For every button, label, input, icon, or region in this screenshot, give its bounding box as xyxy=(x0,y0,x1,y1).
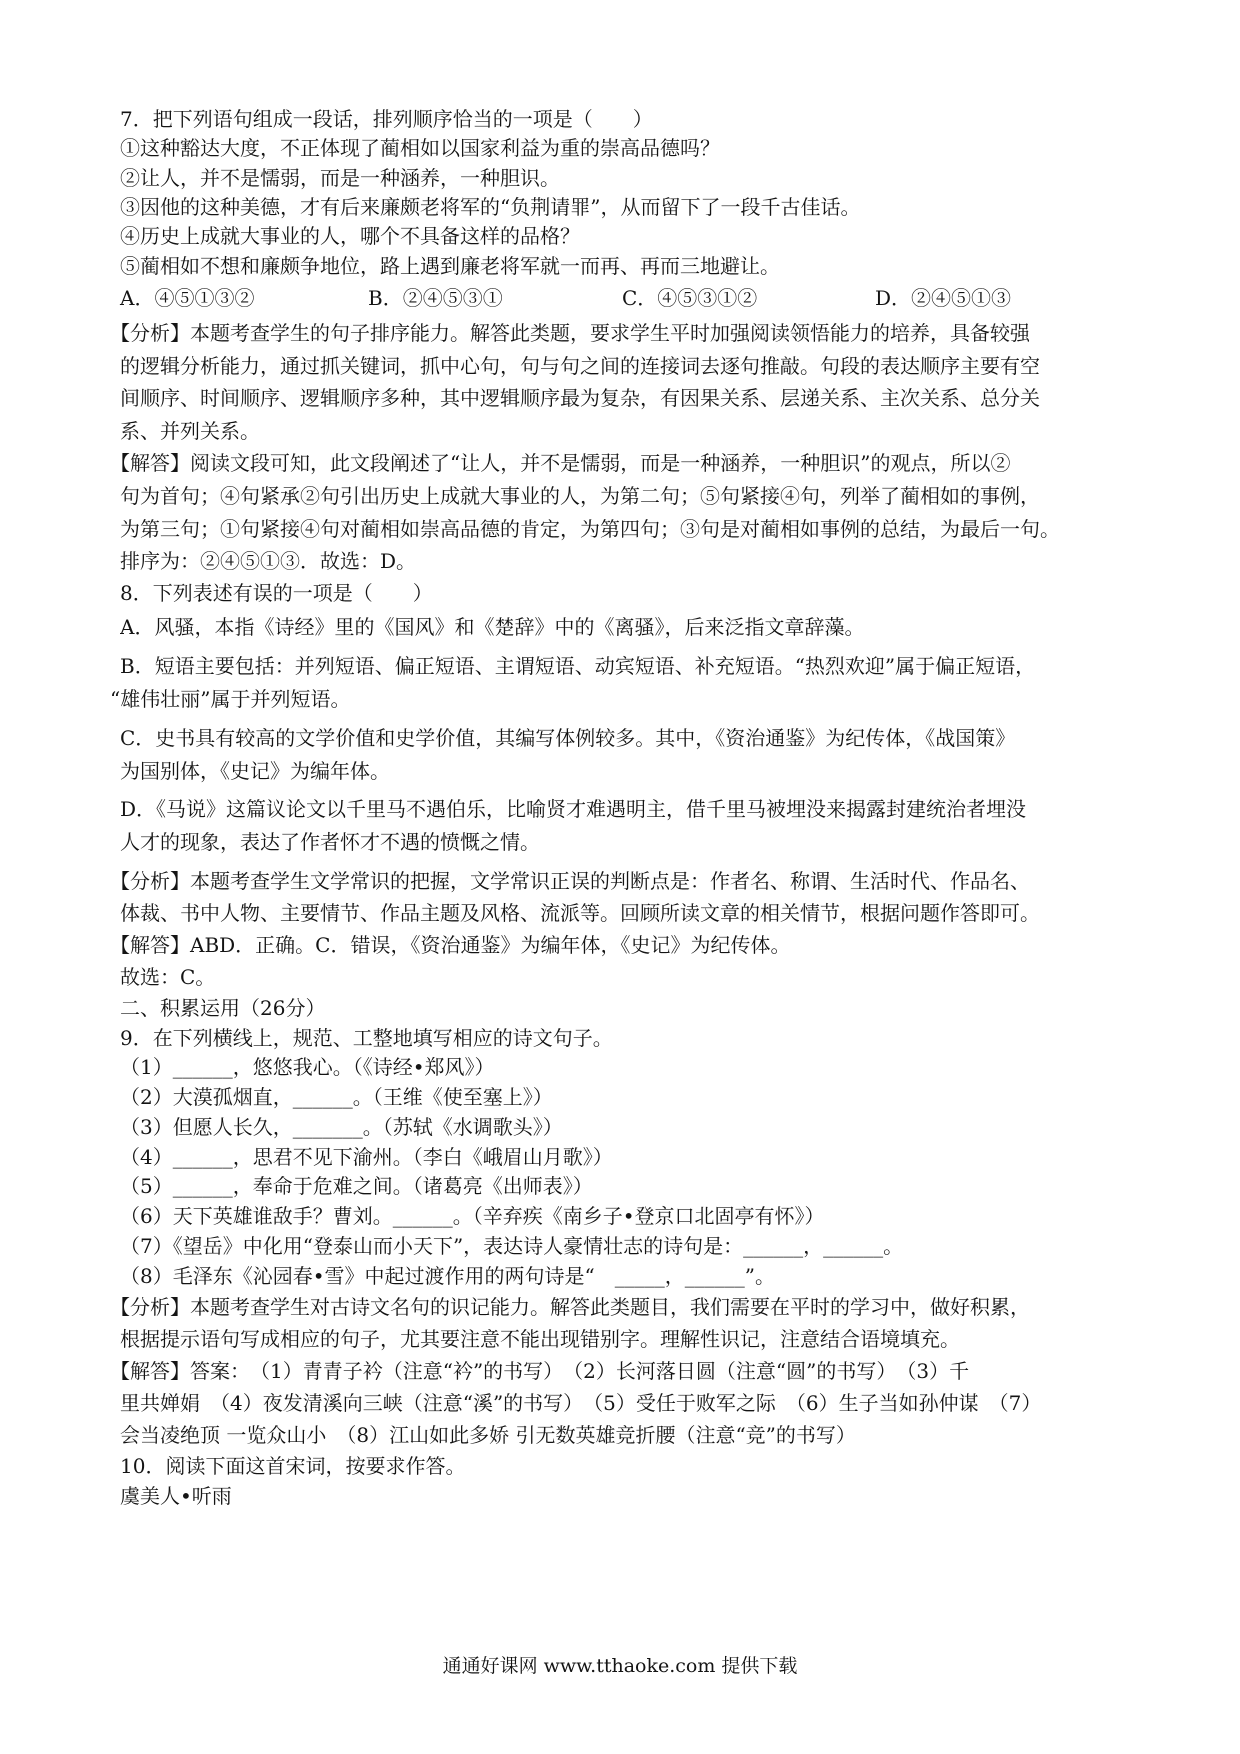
q7-sentence-4: ④历史上成就大事业的人，哪个不具备这样的品格？ xyxy=(120,224,580,248)
q9-item-6: （6）天下英雄谁敌手？曹刘。______。（辛弃疾《南乡子•登京口北固亭有怀》） xyxy=(120,1204,825,1228)
q7-option-c: C．④⑤③①② xyxy=(622,286,758,310)
q9-item-4: （4）______，思君不见下渝州。（李白《峨眉山月歌》） xyxy=(120,1145,613,1169)
q7-analysis-4: 系、并列关系。 xyxy=(120,419,260,443)
q9-analysis-1: 【分析】本题考查学生对古诗文名句的识记能力。解答此类题目，我们需要在平时的学习中，做好积累， xyxy=(110,1295,1030,1319)
q8-analysis-1: 【分析】本题考查学生文学常识的把握，文学常识正误的判断点是：作者名、称谓、生活时代、作品名、 xyxy=(110,869,1030,893)
page-footer: 通通好课网 www.tthaoke.com 提供下载 xyxy=(442,1655,798,1677)
q8-option-a: A．风骚，本指《诗经》里的《国风》和《楚辞》中的《离骚》，后来泛指文章辞藻。 xyxy=(120,615,865,639)
q7-sentence-1: ①这种豁达大度，不正体现了蔺相如以国家利益为重的崇高品德吗？ xyxy=(120,136,720,160)
q7-option-a: A．④⑤①③② xyxy=(120,286,255,310)
q10-poem-title: 虞美人•听雨 xyxy=(120,1484,232,1508)
q8-analysis-2: 体裁、书中人物、主要情节、作品主题及风格、流派等。回顾所读文章的相关情节，根据问题作答即可。 xyxy=(120,901,1040,925)
q9-answer-2: 里共婵娟 （4）夜发清溪向三峡（注意“溪”的书写） （5）受任于败军之际 （6）生子当如孙仲谋 （7） xyxy=(120,1391,1042,1415)
q7-analysis-3: 间顺序、时间顺序、逻辑顺序多种，其中逻辑顺序最为复杂，有因果关系、层递关系、主次关系、总分关 xyxy=(120,386,1040,410)
q8-stem: 8．下列表述有误的一项是（ ） xyxy=(120,581,433,605)
q8-answer-1: 【解答】ABD．正确。C．错误，《资治通鉴》为编年体，《史记》为纪传体。 xyxy=(110,933,791,957)
q9-item-2: （2）大漠孤烟直，______。（王维《使至塞上》） xyxy=(120,1085,553,1109)
q7-analysis-1: 【分析】本题考查学生的句子排序能力。解答此类题，要求学生平时加强阅读领悟能力的培养，具备较强 xyxy=(110,321,1030,345)
q9-item-8: （8）毛泽东《沁园春•雪》中起过渡作用的两句诗是“ _____，______”。 xyxy=(120,1264,775,1288)
q8-option-d-1: D．《马说》这篇议论文以千里马不遇伯乐，比喻贤才难遇明主，借千里马被埋没来揭露封建统治者埋没 xyxy=(120,797,1027,821)
q7-options xyxy=(120,283,1132,313)
q9-stem: 9．在下列横线上，规范、工整地填写相应的诗文句子。 xyxy=(120,1026,613,1050)
q8-option-d-2: 人才的现象，表达了作者怀才不遇的愤慨之情。 xyxy=(120,830,540,854)
q9-answer-1: 【解答】答案： （1）青青子衿（注意“衿”的书写） （2）长河落日圆（注意“圆”的书写） （3）千 xyxy=(110,1359,970,1383)
q7-answer-4: 排序为：②④⑤①③．故选：D。 xyxy=(120,549,417,573)
section-heading: 二、积累运用（26分） xyxy=(120,996,326,1020)
q7-answer-2: 句为首句；④句紧承②句引出历史上成就大事业的人，为第二句；⑤句紧接④句，列举了蔺相如的事例， xyxy=(120,484,1040,508)
q7-answer-3: 为第三句；①句紧接④句对蔺相如崇高品德的肯定，为第四句；③句是对蔺相如事例的总结，为最后一句。 xyxy=(120,517,1060,541)
q8-option-c-2: 为国别体，《史记》为编年体。 xyxy=(120,759,390,783)
q9-item-1: （1）______，悠悠我心。（《诗经•郑风》） xyxy=(120,1055,495,1079)
q7-sentence-2: ②让人，并不是懦弱，而是一种涵养，一种胆识。 xyxy=(120,166,560,190)
q7-answer-1: 【解答】阅读文段可知，此文段阐述了“让人，并不是懦弱，而是一种涵养，一种胆识”的观点，所以② xyxy=(110,451,1011,475)
q8-option-b-2: “雄伟壮丽”属于并列短语。 xyxy=(110,687,351,711)
q10-stem: 10．阅读下面这首宋词，按要求作答。 xyxy=(120,1454,466,1478)
q8-option-b-1: B．短语主要包括：并列短语、偏正短语、主谓短语、动宾短语、补充短语。“热烈欢迎”属于偏正短语， xyxy=(120,654,1036,678)
q7-option-d: D．②④⑤①③ xyxy=(875,286,1012,310)
q7-sentence-5: ⑤蔺相如不想和廉颇争地位，路上遇到廉老将军就一而再、再而三地避让。 xyxy=(120,254,780,278)
q9-item-5: （5）______，奉命于危难之间。（诸葛亮《出师表》） xyxy=(120,1174,593,1198)
q7-stem: 7．把下列语句组成一段话，排列顺序恰当的一项是（ ） xyxy=(120,107,653,131)
q7-sentence-3: ③因他的这种美德，才有后来廉颇老将军的“负荆请罪”，从而留下了一段千古佳话。 xyxy=(120,195,861,219)
q9-answer-3: 会当凌绝顶 一览众山小 （8）江山如此多娇 引无数英雄竞折腰（注意“竞”的书写） xyxy=(120,1423,856,1447)
q9-item-3: （3）但愿人长久，_______。（苏轼《水调歌头》） xyxy=(120,1115,563,1139)
q8-option-c-1: C．史书具有较高的文学价值和史学价值，其编写体例较多。其中，《资治通鉴》为纪传体，《战国策》 xyxy=(120,726,1016,750)
q8-answer-2: 故选：C。 xyxy=(120,965,216,989)
q7-option-b: B．②④⑤③① xyxy=(368,286,503,310)
q9-analysis-2: 根据提示语句写成相应的句子，尤其要注意不能出现错别字。理解性识记，注意结合语境填充。 xyxy=(120,1327,960,1351)
q7-analysis-2: 的逻辑分析能力，通过抓关键词，抓中心句，句与句之间的连接词去逐句推敲。句段的表达顺序主要有空 xyxy=(120,354,1040,378)
q9-item-7: （7）《望岳》中化用“登泰山而小天下”，表达诗人豪情壮志的诗句是：______，______。 xyxy=(120,1234,904,1258)
